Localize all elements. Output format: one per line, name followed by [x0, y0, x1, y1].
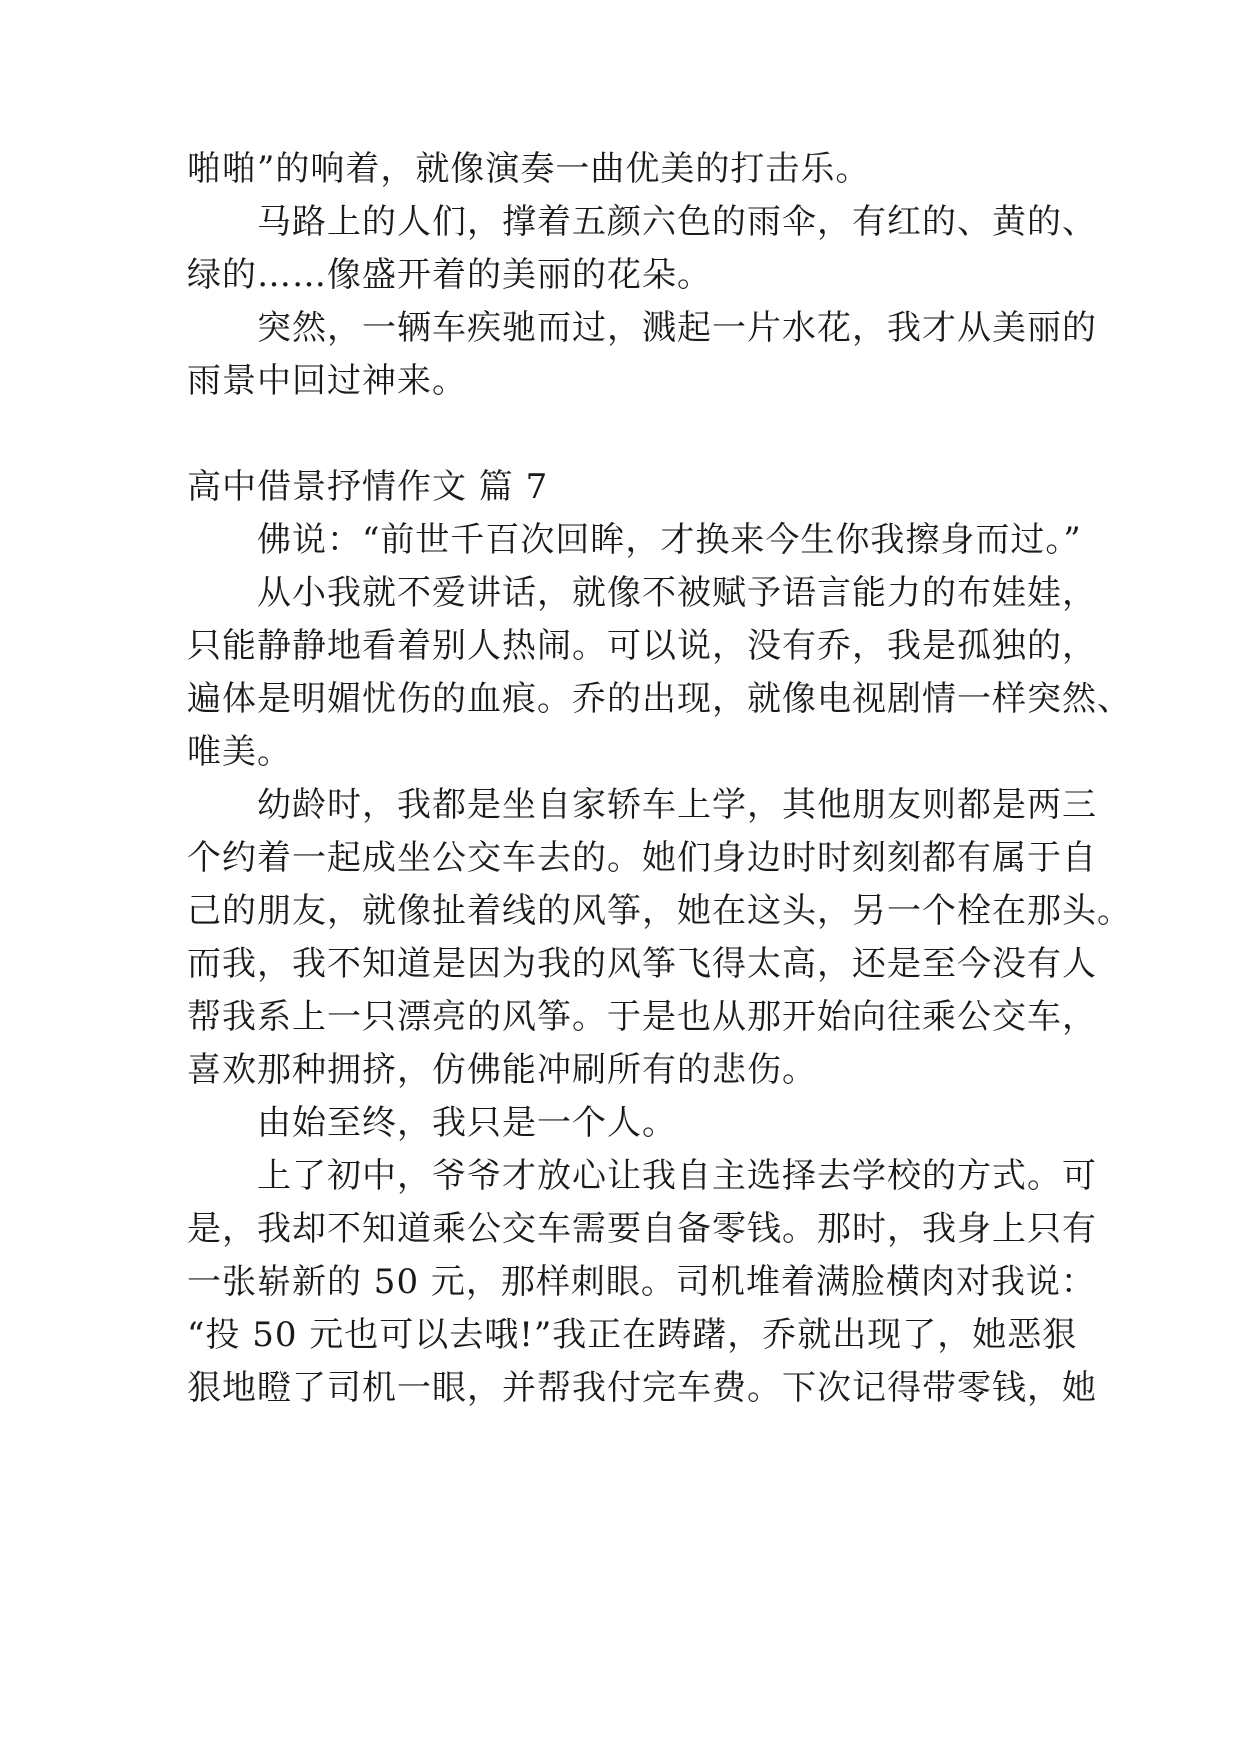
paragraph-line: 突然，一辆车疾驰而过，溅起一片水花，我才从美丽的 [257, 308, 1097, 348]
paragraph-line: 帮我系上一只漂亮的风筝。于是也从那开始向往乘公交车， [187, 997, 1097, 1037]
paragraph-line: 而我，我不知道是因为我的风筝飞得太高，还是至今没有人 [187, 944, 1097, 984]
paragraph-line: 佛说：“前世千百次回眸，才换来今生你我擦身而过。” [257, 520, 1082, 560]
paragraph-line: 幼龄时，我都是坐自家轿车上学，其他朋友则都是两三 [257, 785, 1097, 825]
paragraph-line: 遍体是明媚忧伤的血痕。乔的出现，就像电视剧情一样突然、 [187, 679, 1132, 719]
paragraph-line: 喜欢那种拥挤，仿佛能冲刷所有的悲伤。 [187, 1050, 817, 1090]
paragraph-line: 狠地瞪了司机一眼，并帮我付完车费。下次记得带零钱，她 [187, 1368, 1097, 1408]
paragraph-line: 从小我就不爱讲话，就像不被赋予语言能力的布娃娃， [257, 573, 1097, 613]
paragraph-line: 个约着一起成坐公交车去的。她们身边时时刻刻都有属于自 [187, 838, 1097, 878]
paragraph-line: 马路上的人们，撑着五颜六色的雨伞，有红的、黄的、 [257, 202, 1097, 242]
paragraph-line: 只能静静地看着别人热闹。可以说，没有乔，我是孤独的， [187, 626, 1097, 666]
paragraph-line: “投 50 元也可以去哦!”我正在踌躇，乔就出现了，她恶狠 [187, 1315, 1078, 1355]
section-heading: 高中借景抒情作文 篇 7 [187, 467, 549, 507]
paragraph-line: 是，我却不知道乘公交车需要自备零钱。那时，我身上只有 [187, 1209, 1097, 1249]
paragraph-line: 一张崭新的 50 元，那样刺眼。司机堆着满脸横肉对我说： [187, 1262, 1096, 1302]
paragraph-line: 绿的……像盛开着的美丽的花朵。 [187, 255, 712, 295]
paragraph-line: 己的朋友，就像扯着线的风筝，她在这头，另一个栓在那头。 [187, 891, 1132, 931]
paragraph-line: 上了初中，爷爷才放心让我自主选择去学校的方式。可 [257, 1156, 1097, 1196]
paragraph-line: 啪啪”的响着，就像演奏一曲优美的打击乐。 [187, 149, 871, 189]
paragraph-line: 唯美。 [187, 732, 292, 772]
paragraph-line: 由始至终，我只是一个人。 [257, 1103, 677, 1143]
paragraph-line: 雨景中回过神来。 [187, 361, 467, 401]
